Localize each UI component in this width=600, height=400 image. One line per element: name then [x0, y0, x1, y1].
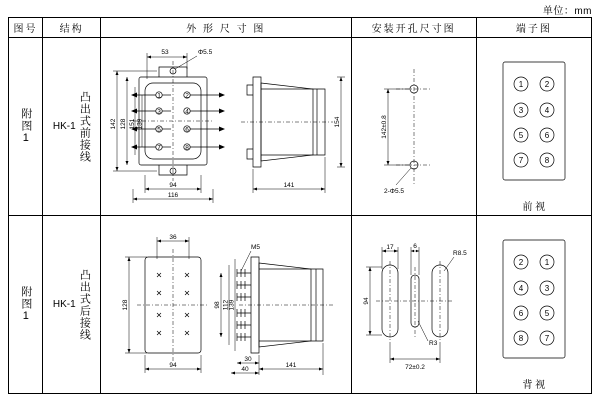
row1-terminal-svg: [477, 40, 590, 216]
svg-text:30: 30: [244, 355, 252, 363]
svg-text:128: 128: [122, 299, 130, 310]
header-col-term: 端子图: [476, 18, 591, 38]
svg-text:4: 4: [185, 107, 189, 115]
svg-text:3: 3: [157, 107, 161, 115]
header-row: [9, 18, 592, 38]
svg-text:1: 1: [518, 80, 523, 89]
row2-figure-number-label: 附图1: [19, 286, 32, 323]
svg-text:141: 141: [285, 361, 297, 369]
row2-outline-svg: [101, 217, 349, 393]
svg-text:8: 8: [544, 156, 549, 165]
svg-text:53: 53: [161, 48, 169, 56]
row1-outline-svg: [101, 39, 349, 215]
header-col-outline: 外 形 尺 寸 图: [101, 18, 351, 38]
row2-model-label: HK-1: [52, 299, 76, 310]
svg-text:17: 17: [385, 243, 394, 251]
svg-text:112: 112: [222, 299, 230, 310]
svg-text:94: 94: [169, 361, 177, 369]
header-col-hole: 安装开孔尺寸图: [351, 18, 476, 38]
svg-text:151: 151: [129, 118, 137, 129]
svg-text:M5: M5: [251, 243, 261, 251]
svg-text:6: 6: [544, 131, 549, 140]
specification-table: [8, 17, 592, 394]
svg-text:142±0.8: 142±0.8: [380, 114, 388, 139]
svg-text:8: 8: [185, 143, 189, 151]
svg-text:7: 7: [544, 334, 549, 343]
row1-structure-label: 凸出式前接线: [78, 90, 91, 163]
row1-figure-number-label: 附图1: [19, 108, 32, 145]
row2-terminal-svg: [477, 218, 590, 394]
svg-text:5: 5: [544, 309, 549, 318]
row2-structure-label: 凸出式后接线: [78, 268, 91, 341]
svg-text:5: 5: [518, 131, 523, 140]
row1-model-label: HK-1: [52, 121, 76, 132]
svg-text:142: 142: [110, 118, 118, 129]
table-header: [9, 18, 592, 38]
row2-terminal-diagram: [476, 216, 591, 394]
svg-text:3: 3: [518, 106, 523, 115]
table-body: [9, 38, 592, 394]
row1-figure-number: [9, 38, 43, 216]
row1-terminal-diagram: [476, 38, 591, 216]
row1-outline-drawing: [101, 38, 351, 216]
svg-text:R8.5: R8.5: [452, 249, 467, 257]
svg-text:36: 36: [169, 233, 177, 241]
svg-text:94: 94: [169, 181, 177, 189]
row1-structure: [43, 38, 101, 216]
svg-text:139: 139: [228, 299, 236, 310]
svg-text:3: 3: [544, 284, 549, 293]
header-col-num: 图号: [9, 18, 43, 38]
svg-text:40: 40: [241, 365, 249, 373]
svg-text:128: 128: [120, 118, 128, 129]
svg-text:6: 6: [518, 309, 523, 318]
svg-text:1: 1: [157, 91, 161, 99]
row1-hole-drawing: [351, 38, 476, 216]
svg-text:Φ5.5: Φ5.5: [198, 48, 213, 56]
table-row: [9, 216, 592, 394]
row1-hole-svg: [352, 39, 475, 215]
svg-text:5: 5: [157, 125, 161, 133]
svg-text:6: 6: [412, 242, 417, 250]
svg-text:154: 154: [334, 116, 342, 127]
row2-outline-drawing: [101, 216, 351, 394]
svg-text:8: 8: [518, 334, 523, 343]
svg-text:116: 116: [167, 191, 179, 199]
row2-terminal-view-label: 背 视: [522, 380, 546, 391]
row1-side-view: [241, 77, 345, 193]
row2-hole-drawing: [351, 216, 476, 394]
row2-figure-number: [9, 216, 43, 394]
svg-text:2: 2: [544, 80, 549, 89]
table-row: [9, 38, 592, 216]
row1-terminal-circles: [514, 77, 554, 167]
svg-text:139: 139: [136, 118, 144, 129]
svg-text:94: 94: [362, 296, 370, 305]
row2-side-view: [214, 244, 333, 375]
svg-text:141: 141: [283, 181, 295, 189]
svg-text:4: 4: [544, 106, 549, 115]
row1-terminal-view-label: 前 视: [522, 202, 546, 213]
svg-text:72±0.2: 72±0.2: [404, 363, 425, 371]
svg-text:2: 2: [185, 91, 189, 99]
svg-text:2-Φ5.5: 2-Φ5.5: [383, 187, 404, 195]
row2-terminal-circles: [514, 255, 554, 345]
row2-structure: [43, 216, 101, 394]
svg-text:7: 7: [157, 143, 161, 151]
svg-text:6: 6: [185, 125, 189, 133]
unit-note: 单位：mm: [542, 6, 592, 17]
svg-text:2: 2: [518, 258, 523, 267]
svg-text:1: 1: [544, 258, 549, 267]
row2-hole-svg: [352, 217, 475, 393]
svg-text:7: 7: [518, 156, 523, 165]
svg-text:4: 4: [518, 284, 523, 293]
svg-text:98: 98: [214, 300, 222, 309]
header-col-struct: 结构: [43, 18, 101, 38]
svg-text:R3: R3: [428, 339, 437, 347]
